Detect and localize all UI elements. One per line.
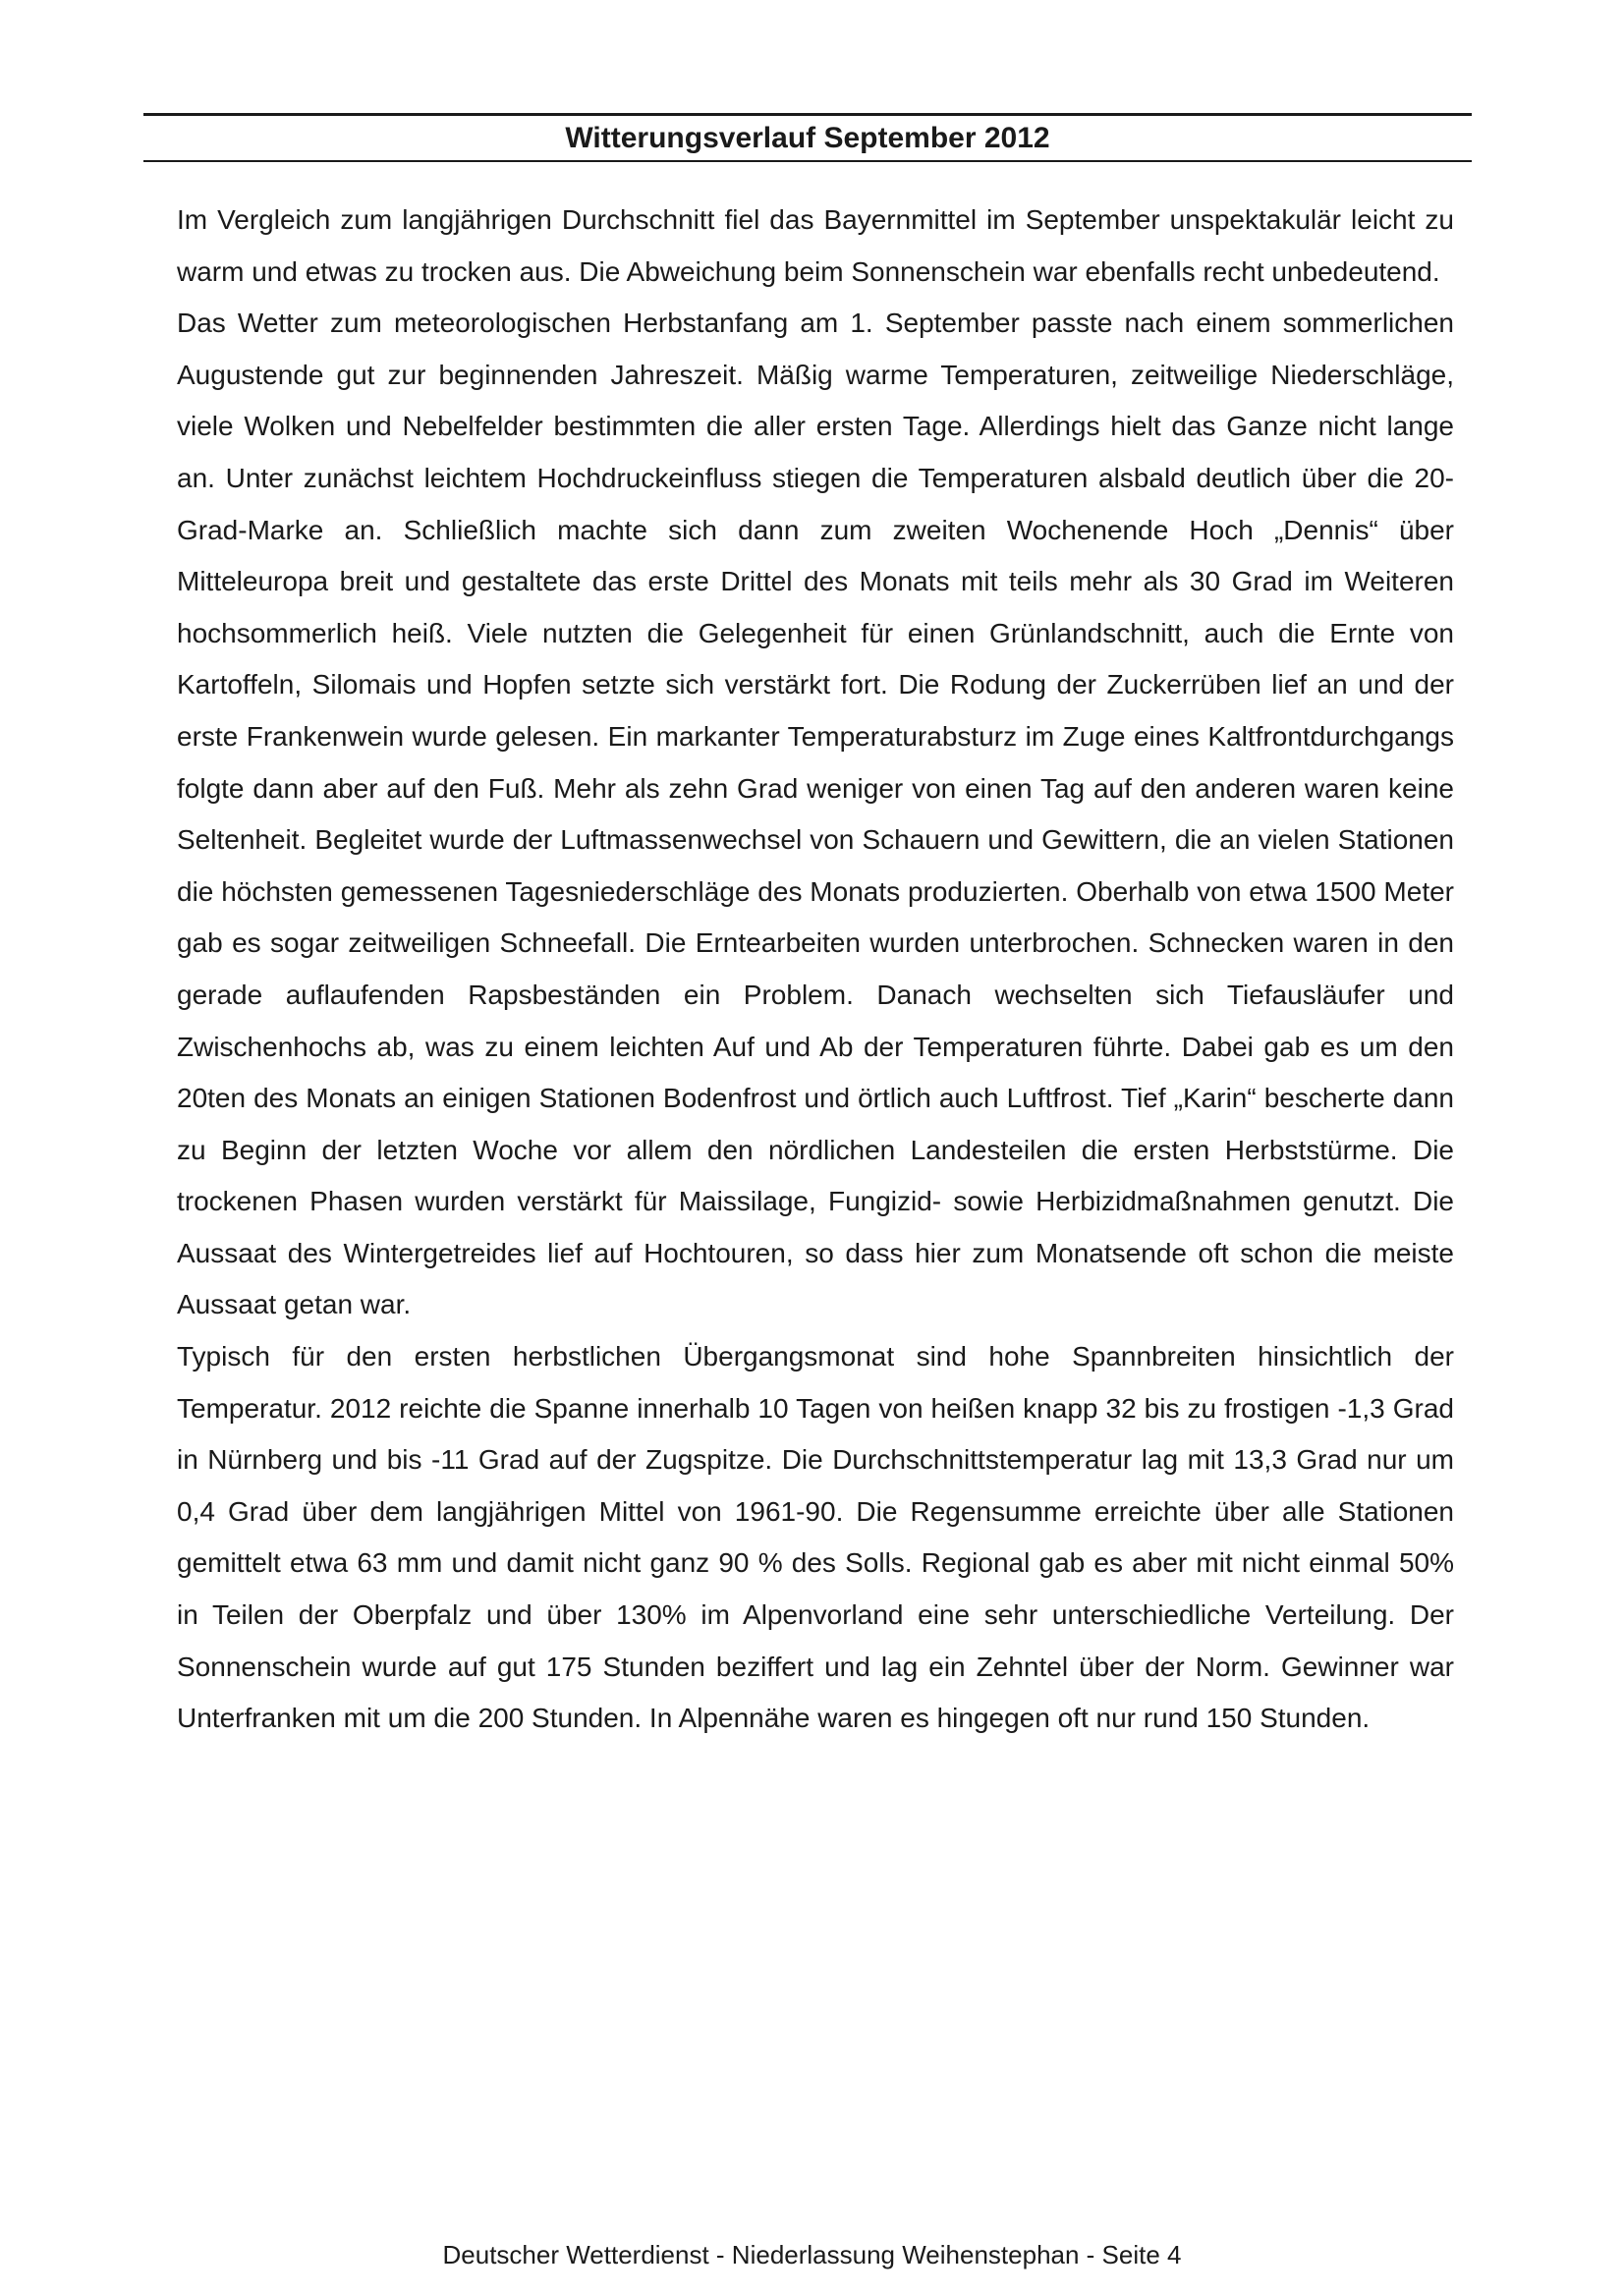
paragraph-summary: Typisch für den ersten herbstlichen Übergangsmonat sind hohe Spannbreiten hinsichtlich der Temperatur. 2012 reichte die Spanne innerhalb 10 Tagen von heißen knapp 32 bis zu frostigen -1,3 Grad in Nürnberg und bis -11 Grad auf der Zugspitze. Die Durchschnittstemperatur lag mit 13,3 Grad nur um 0,4 Grad über dem langjährigen Mittel von 1961-90. Die Regensumme erreichte über alle Stationen gemittelt etwa 63 mm und damit nicht ganz 90 % des Solls. Regional gab es aber mit nicht einmal 50% in Teilen der Oberpfalz und über 130% im Alpenvorland eine sehr unterschiedliche Verteilung. Der Sonnenschein wurde auf gut 175 Stunden beziffert und lag ein Zehntel über der Norm. Gewinner war Unterfranken mit um die 200 Stunden. In Alpennähe waren es hingegen oft nur rund 150 Stunden. xyxy=(177,1341,1454,1734)
paragraph-intro: Im Vergleich zum langjährigen Durchschnitt fiel das Bayernmittel im September unspektakulär leicht zu warm und etwas zu trocken aus. Die Abweichung beim Sonnenschein war ebenfalls recht unbedeutend. xyxy=(177,204,1454,287)
title-rule-bottom xyxy=(143,160,1472,162)
report-body xyxy=(177,195,1454,1745)
page-title: Witterungsverlauf September 2012 xyxy=(565,122,1050,154)
paragraph-weather-course: Das Wetter zum meteorologischen Herbstanfang am 1. September passte nach einem sommerlichen Augustende gut zur beginnenden Jahreszeit. Mäßig warme Temperaturen, zeitweilige Niederschläge, viele Wolken und Nebelfelder bestimmten die aller ersten Tage. Allerdings hielt das Ganze nicht lange an. Unter zunächst leichtem Hochdruckeinfluss stiegen die Temperaturen alsbald deutlich über die 20-Grad-Marke an. Schließlich machte sich dann zum zweiten Wochenende Hoch „Dennis“ über Mitteleuropa breit und gestaltete das erste Drittel des Monats mit teils mehr als 30 Grad im Weiteren hochsommerlich heiß. Viele nutzten die Gelegenheit für einen Grünlandschnitt, auch die Ernte von Kartoffeln, Silomais und Hopfen setzte sich verstärkt fort. Die Rodung der Zuckerrüben lief an und der erste Frankenwein wurde gelesen. Ein markanter Temperaturabsturz im Zuge eines Kaltfrontdurchgangs folgte dann aber auf den Fuß. Mehr als zehn Grad weniger von einen Tag auf den anderen waren keine Seltenheit. Begleitet wurde der Luftmassenwechsel von Schauern und Gewittern, die an vielen Stationen die höchsten gemessenen Tagesniederschläge des Monats produzierten. Oberhalb von etwa 1500 Meter gab es sogar zeitweiligen Schneefall. Die Erntearbeiten wurden unterbrochen. Schnecken waren in den gerade auflaufenden Rapsbeständen ein Problem. Danach wechselten sich Tiefausläufer und Zwischenhochs ab, was zu einem leichten Auf und Ab der Temperaturen führte. Dabei gab es um den 20ten des Monats an einigen Stationen Bodenfrost und örtlich auch Luftfrost. Tief „Karin“ bescherte dann zu Beginn der letzten Woche vor allem den nördlichen Landesteilen die ersten Herbststürme. Die trockenen Phasen wurden verstärkt für Maissilage, Fungizid- sowie Herbizidmaßnahmen genutzt. Die Aussaat des Wintergetreides lief auf Hochtouren, so dass hier zum Monatsende oft schon die meiste Aussaat getan war. xyxy=(177,308,1454,1320)
page-footer: Deutscher Wetterdienst - Niederlassung Weihenstephan - Seite 4 xyxy=(442,2240,1182,2269)
